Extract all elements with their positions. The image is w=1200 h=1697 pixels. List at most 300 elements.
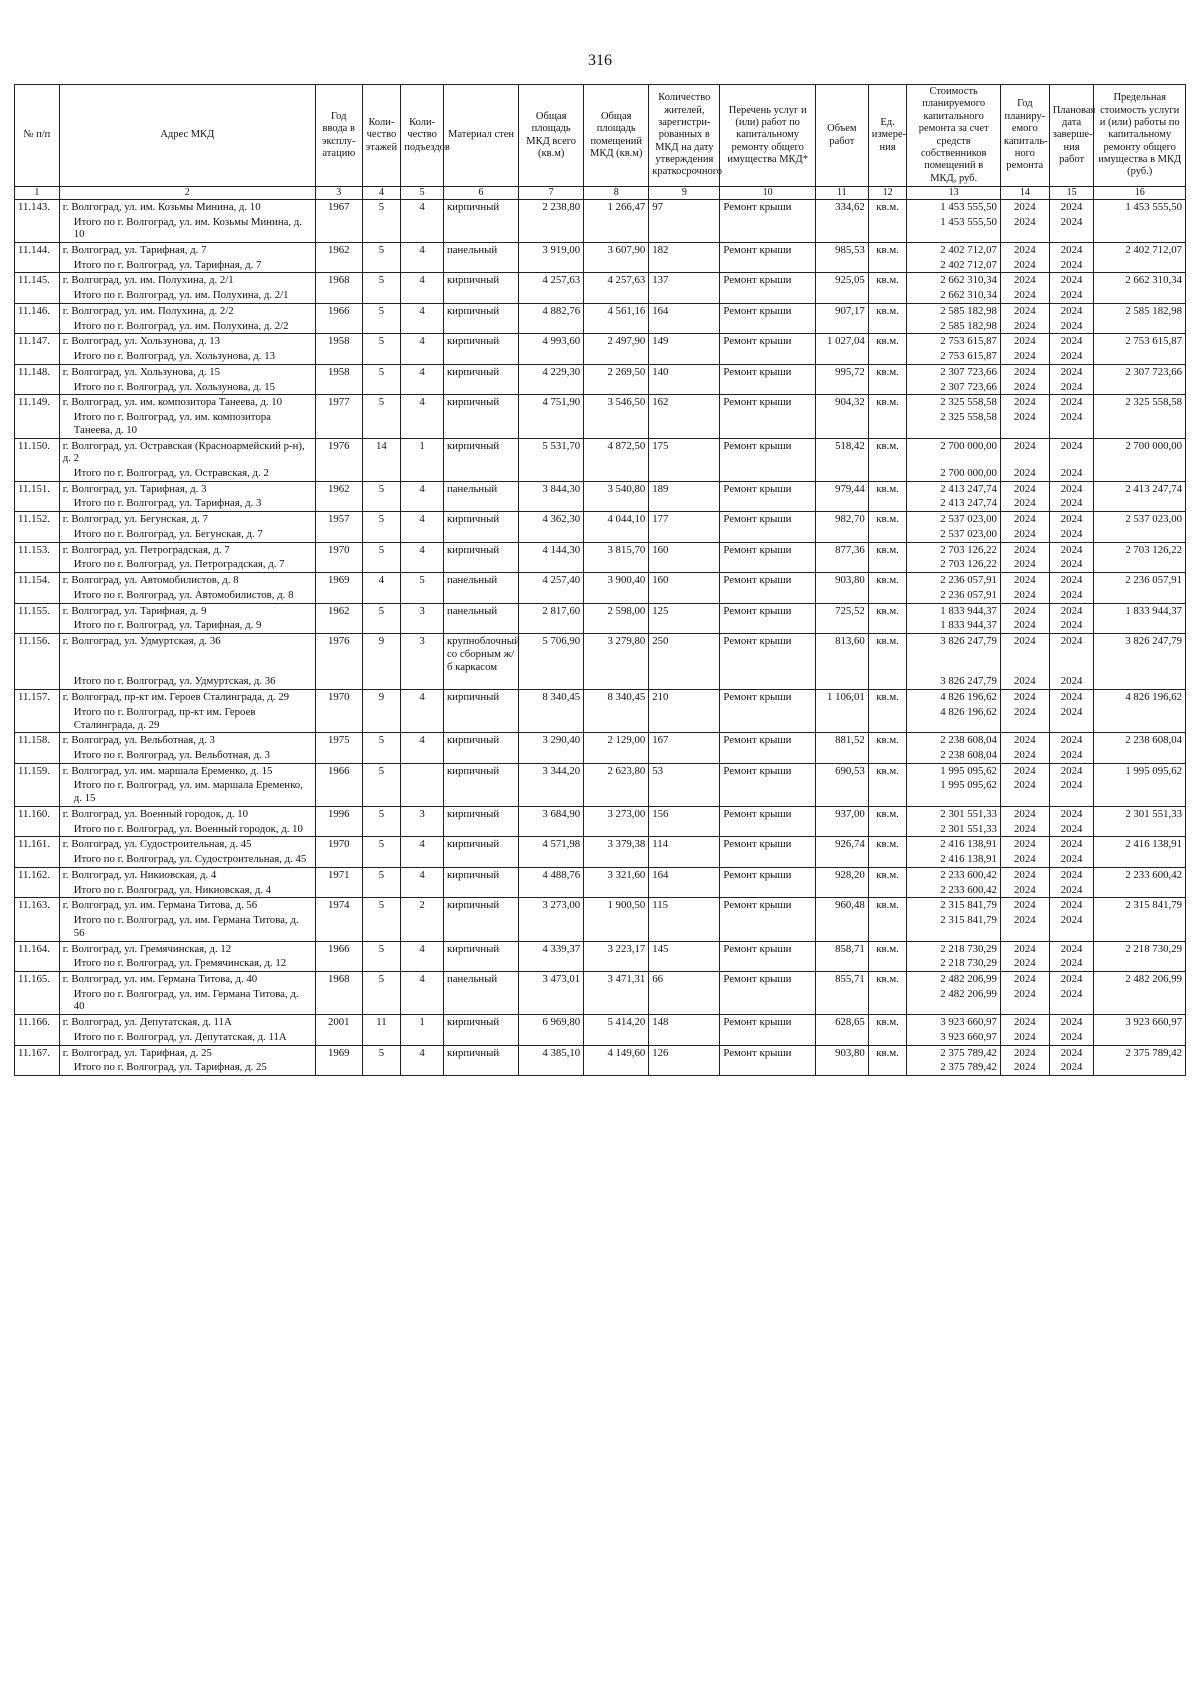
commission-year-cell: 1968: [315, 273, 362, 288]
premises-area-cell: 1 900,50: [584, 898, 649, 913]
repair-cost-cell: 2 482 206,99: [907, 971, 1001, 986]
unit-cell: [868, 380, 907, 395]
total-row: [15, 380, 1186, 395]
column-number: 10: [720, 187, 816, 200]
total-row: [15, 410, 1186, 438]
row-number-cell: 11.159.: [15, 763, 60, 778]
premises-area-cell: [584, 349, 649, 364]
work-volume-cell: [815, 496, 868, 511]
header-cell: Объем работ: [815, 85, 868, 187]
total-area-cell: [519, 258, 584, 273]
entrances-count-cell: 3: [401, 806, 444, 821]
floors-count-cell: [362, 319, 401, 334]
unit-cell: [868, 883, 907, 898]
residents-count-cell: [649, 987, 720, 1015]
work-volume-cell: 877,36: [815, 542, 868, 557]
table-row: [15, 199, 1186, 214]
wall-material-cell: [443, 883, 518, 898]
work-type-cell: Ремонт крыши: [720, 512, 816, 527]
unit-cell: [868, 987, 907, 1015]
address-cell: г. Волгоград, ул. им. Германа Титова, д. 40: [59, 971, 315, 986]
row-number-cell: 11.151.: [15, 481, 60, 496]
table-row: [15, 303, 1186, 318]
completion-year-cell: 2024: [1049, 512, 1094, 527]
wall-material-cell: кирпичный: [443, 512, 518, 527]
floors-count-cell: 5: [362, 395, 401, 410]
row-number-cell: [15, 496, 60, 511]
floors-count-cell: 14: [362, 438, 401, 466]
address-cell: г. Волгоград, ул. им. композитора Танеева, д. 10: [59, 395, 315, 410]
cost-limit-cell: [1094, 618, 1186, 633]
commission-year-cell: 1966: [315, 763, 362, 778]
repair-cost-cell: 2 585 182,98: [907, 303, 1001, 318]
row-number-cell: [15, 557, 60, 572]
repair-cost-cell: 1 995 095,62: [907, 778, 1001, 806]
address-cell: г. Волгоград, ул. им. Полухина, д. 2/1: [59, 273, 315, 288]
cost-limit-cell: [1094, 288, 1186, 303]
wall-material-cell: [443, 852, 518, 867]
commission-year-cell: [315, 778, 362, 806]
header-cell: Ед. измере-ния: [868, 85, 907, 187]
work-volume-cell: [815, 705, 868, 733]
row-number-cell: 11.162.: [15, 867, 60, 882]
unit-cell: кв.м.: [868, 243, 907, 258]
commission-year-cell: 1957: [315, 512, 362, 527]
work-type-cell: Ремонт крыши: [720, 1015, 816, 1030]
work-type-cell: [720, 557, 816, 572]
residents-count-cell: [649, 778, 720, 806]
entrances-count-cell: [401, 778, 444, 806]
row-number-cell: [15, 380, 60, 395]
work-type-cell: [720, 380, 816, 395]
row-number-cell: 11.143.: [15, 199, 60, 214]
header-cell: Общая площадь помещений МКД (кв.м): [584, 85, 649, 187]
planned-year-cell: 2024: [1000, 1060, 1049, 1075]
floors-count-cell: 9: [362, 634, 401, 675]
wall-material-cell: кирпичный: [443, 867, 518, 882]
wall-material-cell: кирпичный: [443, 542, 518, 557]
table-row: [15, 573, 1186, 588]
total-area-cell: 4 229,30: [519, 364, 584, 379]
row-number-cell: [15, 258, 60, 273]
work-volume-cell: 925,05: [815, 273, 868, 288]
table-body: [15, 199, 1186, 1075]
planned-year-cell: 2024: [1000, 852, 1049, 867]
work-volume-cell: 982,70: [815, 512, 868, 527]
row-number-cell: [15, 883, 60, 898]
entrances-count-cell: 4: [401, 837, 444, 852]
address-cell: г. Волгоград, ул. Судостроительная, д. 45: [59, 837, 315, 852]
wall-material-cell: панельный: [443, 971, 518, 986]
premises-area-cell: [584, 987, 649, 1015]
table-row: [15, 806, 1186, 821]
row-number-cell: [15, 410, 60, 438]
address-cell: Итого по г. Волгоград, ул. Тарифная, д. 25: [59, 1060, 315, 1075]
commission-year-cell: 1962: [315, 243, 362, 258]
work-type-cell: Ремонт крыши: [720, 690, 816, 705]
premises-area-cell: 3 607,90: [584, 243, 649, 258]
unit-cell: кв.м.: [868, 364, 907, 379]
address-cell: г. Волгоград, пр-кт им. Героев Сталинграда, д. 29: [59, 690, 315, 705]
row-number-cell: [15, 852, 60, 867]
planned-year-cell: 2024: [1000, 466, 1049, 481]
total-area-cell: 2 238,80: [519, 199, 584, 214]
wall-material-cell: кирпичный: [443, 941, 518, 956]
commission-year-cell: [315, 410, 362, 438]
total-area-cell: 4 144,30: [519, 542, 584, 557]
wall-material-cell: кирпичный: [443, 733, 518, 748]
address-cell: Итого по г. Волгоград, ул. им. Полухина, д. 2/1: [59, 288, 315, 303]
work-type-cell: [720, 883, 816, 898]
unit-cell: [868, 1030, 907, 1045]
work-type-cell: [720, 588, 816, 603]
table-row: [15, 837, 1186, 852]
cost-limit-cell: 2 307 723,66: [1094, 364, 1186, 379]
work-volume-cell: 518,42: [815, 438, 868, 466]
row-number-cell: 11.150.: [15, 438, 60, 466]
unit-cell: кв.м.: [868, 303, 907, 318]
completion-year-cell: 2024: [1049, 852, 1094, 867]
commission-year-cell: 2001: [315, 1015, 362, 1030]
cost-limit-cell: 1 995 095,62: [1094, 763, 1186, 778]
table-row: [15, 273, 1186, 288]
work-type-cell: [720, 319, 816, 334]
floors-count-cell: 5: [362, 199, 401, 214]
unit-cell: [868, 410, 907, 438]
row-number-cell: [15, 956, 60, 971]
cost-limit-cell: [1094, 1030, 1186, 1045]
floors-count-cell: 5: [362, 603, 401, 618]
commission-year-cell: 1969: [315, 1045, 362, 1060]
residents-count-cell: 210: [649, 690, 720, 705]
planned-year-cell: 2024: [1000, 971, 1049, 986]
column-number: 7: [519, 187, 584, 200]
wall-material-cell: кирпичный: [443, 395, 518, 410]
work-volume-cell: 858,71: [815, 941, 868, 956]
wall-material-cell: [443, 527, 518, 542]
address-cell: г. Волгоград, ул. Удмуртская, д. 36: [59, 634, 315, 675]
row-number-cell: 11.148.: [15, 364, 60, 379]
table-row: [15, 364, 1186, 379]
planned-year-cell: 2024: [1000, 898, 1049, 913]
premises-area-cell: [584, 705, 649, 733]
column-number: 1: [15, 187, 60, 200]
entrances-count-cell: [401, 527, 444, 542]
unit-cell: кв.м.: [868, 634, 907, 675]
residents-count-cell: [649, 1030, 720, 1045]
work-type-cell: Ремонт крыши: [720, 573, 816, 588]
commission-year-cell: 1970: [315, 542, 362, 557]
entrances-count-cell: 3: [401, 603, 444, 618]
work-type-cell: Ремонт крыши: [720, 438, 816, 466]
unit-cell: кв.м.: [868, 199, 907, 214]
total-area-cell: 6 969,80: [519, 1015, 584, 1030]
planned-year-cell: 2024: [1000, 778, 1049, 806]
wall-material-cell: кирпичный: [443, 806, 518, 821]
work-volume-cell: [815, 674, 868, 689]
header-cell: Стоимость планируемого капитального ремонта за счет средств собственников помещений в МКД, руб.: [907, 85, 1001, 187]
completion-year-cell: 2024: [1049, 380, 1094, 395]
premises-area-cell: 3 546,50: [584, 395, 649, 410]
work-volume-cell: 725,52: [815, 603, 868, 618]
total-area-cell: [519, 588, 584, 603]
unit-cell: [868, 588, 907, 603]
row-number-cell: 11.156.: [15, 634, 60, 675]
repair-cost-cell: 2 700 000,00: [907, 466, 1001, 481]
total-row: [15, 956, 1186, 971]
header-cell: Количество жителей, зарегистри-рованных в МКД на дату утверждения краткосрочного: [649, 85, 720, 187]
table-row: [15, 243, 1186, 258]
cost-limit-cell: 2 236 057,91: [1094, 573, 1186, 588]
completion-year-cell: 2024: [1049, 364, 1094, 379]
address-cell: Итого по г. Волгоград, ул. Никиовская, д. 4: [59, 883, 315, 898]
unit-cell: [868, 674, 907, 689]
commission-year-cell: 1976: [315, 634, 362, 675]
planned-year-cell: 2024: [1000, 349, 1049, 364]
work-type-cell: [720, 822, 816, 837]
premises-area-cell: [584, 748, 649, 763]
unit-cell: кв.м.: [868, 1015, 907, 1030]
residents-count-cell: [649, 527, 720, 542]
entrances-count-cell: 4: [401, 395, 444, 410]
repair-cost-cell: 2 753 615,87: [907, 349, 1001, 364]
repair-cost-cell: 2 700 000,00: [907, 438, 1001, 466]
address-cell: г. Волгоград, ул. Военный городок, д. 10: [59, 806, 315, 821]
unit-cell: кв.м.: [868, 334, 907, 349]
address-cell: Итого по г. Волгоград, ул. Остравская, д. 2: [59, 466, 315, 481]
cost-limit-cell: 2 482 206,99: [1094, 971, 1186, 986]
column-number: 3: [315, 187, 362, 200]
planned-year-cell: 2024: [1000, 705, 1049, 733]
floors-count-cell: [362, 618, 401, 633]
address-cell: Итого по г. Волгоград, ул. им. Полухина, д. 2/2: [59, 319, 315, 334]
commission-year-cell: 1967: [315, 199, 362, 214]
total-area-cell: [519, 618, 584, 633]
entrances-count-cell: [401, 496, 444, 511]
cost-limit-cell: [1094, 705, 1186, 733]
completion-year-cell: 2024: [1049, 898, 1094, 913]
planned-year-cell: 2024: [1000, 674, 1049, 689]
unit-cell: кв.м.: [868, 481, 907, 496]
planned-year-cell: 2024: [1000, 512, 1049, 527]
wall-material-cell: [443, 319, 518, 334]
repair-cost-cell: 2 233 600,42: [907, 883, 1001, 898]
entrances-count-cell: [401, 288, 444, 303]
row-number-cell: 11.165.: [15, 971, 60, 986]
residents-count-cell: [649, 748, 720, 763]
cost-limit-cell: 2 700 000,00: [1094, 438, 1186, 466]
total-row: [15, 674, 1186, 689]
residents-count-cell: [649, 1060, 720, 1075]
work-volume-cell: 904,32: [815, 395, 868, 410]
cost-limit-cell: [1094, 496, 1186, 511]
planned-year-cell: 2024: [1000, 215, 1049, 243]
total-area-cell: [519, 349, 584, 364]
premises-area-cell: [584, 822, 649, 837]
repair-cost-cell: 2 218 730,29: [907, 941, 1001, 956]
residents-count-cell: 167: [649, 733, 720, 748]
total-row: [15, 913, 1186, 941]
commission-year-cell: [315, 1060, 362, 1075]
entrances-count-cell: 2: [401, 898, 444, 913]
table-row: [15, 395, 1186, 410]
commission-year-cell: [315, 618, 362, 633]
wall-material-cell: кирпичный: [443, 837, 518, 852]
commission-year-cell: [315, 987, 362, 1015]
residents-count-cell: 149: [649, 334, 720, 349]
column-number: 6: [443, 187, 518, 200]
total-area-cell: 4 257,40: [519, 573, 584, 588]
floors-count-cell: 5: [362, 733, 401, 748]
cost-limit-cell: 2 233 600,42: [1094, 867, 1186, 882]
entrances-count-cell: 1: [401, 438, 444, 466]
floors-count-cell: 5: [362, 806, 401, 821]
total-area-cell: [519, 466, 584, 481]
planned-year-cell: 2024: [1000, 603, 1049, 618]
row-number-cell: [15, 215, 60, 243]
cost-limit-cell: 1 453 555,50: [1094, 199, 1186, 214]
floors-count-cell: 5: [362, 303, 401, 318]
cost-limit-cell: [1094, 319, 1186, 334]
entrances-count-cell: 5: [401, 573, 444, 588]
unit-cell: кв.м.: [868, 1045, 907, 1060]
repair-cost-cell: 2 301 551,33: [907, 822, 1001, 837]
planned-year-cell: 2024: [1000, 822, 1049, 837]
premises-area-cell: 3 379,38: [584, 837, 649, 852]
work-type-cell: [720, 215, 816, 243]
column-number: 8: [584, 187, 649, 200]
wall-material-cell: [443, 496, 518, 511]
residents-count-cell: [649, 913, 720, 941]
work-volume-cell: 903,80: [815, 1045, 868, 1060]
cost-limit-cell: 2 585 182,98: [1094, 303, 1186, 318]
premises-area-cell: [584, 258, 649, 273]
planned-year-cell: 2024: [1000, 527, 1049, 542]
row-number-cell: 11.154.: [15, 573, 60, 588]
premises-area-cell: 4 561,16: [584, 303, 649, 318]
total-area-cell: [519, 1060, 584, 1075]
planned-year-cell: 2024: [1000, 319, 1049, 334]
address-cell: Итого по г. Волгоград, ул. Тарифная, д. 7: [59, 258, 315, 273]
premises-area-cell: 3 540,80: [584, 481, 649, 496]
work-volume-cell: 855,71: [815, 971, 868, 986]
entrances-count-cell: 4: [401, 971, 444, 986]
residents-count-cell: 137: [649, 273, 720, 288]
completion-year-cell: 2024: [1049, 705, 1094, 733]
residents-count-cell: 175: [649, 438, 720, 466]
repair-cost-cell: 2 315 841,79: [907, 898, 1001, 913]
unit-cell: [868, 913, 907, 941]
work-volume-cell: [815, 557, 868, 572]
completion-year-cell: 2024: [1049, 542, 1094, 557]
cost-limit-cell: [1094, 349, 1186, 364]
total-area-cell: [519, 987, 584, 1015]
work-volume-cell: [815, 822, 868, 837]
floors-count-cell: 5: [362, 364, 401, 379]
address-cell: г. Волгоград, ул. Хользунова, д. 15: [59, 364, 315, 379]
address-cell: г. Волгоград, ул. Бегунская, д. 7: [59, 512, 315, 527]
planned-year-cell: 2024: [1000, 303, 1049, 318]
commission-year-cell: [315, 1030, 362, 1045]
cost-limit-cell: 2 218 730,29: [1094, 941, 1186, 956]
floors-count-cell: 5: [362, 1045, 401, 1060]
floors-count-cell: 5: [362, 334, 401, 349]
floors-count-cell: 5: [362, 481, 401, 496]
wall-material-cell: кирпичный: [443, 1045, 518, 1060]
completion-year-cell: 2024: [1049, 618, 1094, 633]
wall-material-cell: кирпичный: [443, 1015, 518, 1030]
cost-limit-cell: 3 826 247,79: [1094, 634, 1186, 675]
wall-material-cell: кирпичный: [443, 334, 518, 349]
address-cell: г. Волгоград, ул. Остравская (Красноармейский р-н), д. 2: [59, 438, 315, 466]
row-number-cell: [15, 822, 60, 837]
cost-limit-cell: [1094, 883, 1186, 898]
planned-year-cell: 2024: [1000, 618, 1049, 633]
residents-count-cell: 140: [649, 364, 720, 379]
address-cell: г. Волгоград, ул. Тарифная, д. 25: [59, 1045, 315, 1060]
premises-area-cell: 8 340,45: [584, 690, 649, 705]
repair-cost-cell: 2 402 712,07: [907, 258, 1001, 273]
cost-limit-cell: [1094, 258, 1186, 273]
total-area-cell: 2 817,60: [519, 603, 584, 618]
wall-material-cell: панельный: [443, 573, 518, 588]
address-cell: г. Волгоград, ул. им. Козьмы Минина, д. 10: [59, 199, 315, 214]
repair-cost-cell: 1 995 095,62: [907, 763, 1001, 778]
table-row: [15, 542, 1186, 557]
floors-count-cell: [362, 588, 401, 603]
address-cell: г. Волгоград, ул. Петроградская, д. 7: [59, 542, 315, 557]
unit-cell: [868, 748, 907, 763]
completion-year-cell: 2024: [1049, 690, 1094, 705]
work-volume-cell: 979,44: [815, 481, 868, 496]
repair-cost-cell: 2 236 057,91: [907, 588, 1001, 603]
row-number-cell: 11.157.: [15, 690, 60, 705]
unit-cell: кв.м.: [868, 763, 907, 778]
address-cell: Итого по г. Волгоград, ул. им. Козьмы Минина, д. 10: [59, 215, 315, 243]
work-type-cell: [720, 913, 816, 941]
completion-year-cell: 2024: [1049, 763, 1094, 778]
total-area-cell: [519, 852, 584, 867]
address-cell: Итого по г. Волгоград, ул. Автомобилистов, д. 8: [59, 588, 315, 603]
unit-cell: кв.м.: [868, 438, 907, 466]
wall-material-cell: кирпичный: [443, 364, 518, 379]
planned-year-cell: 2024: [1000, 987, 1049, 1015]
residents-count-cell: [649, 618, 720, 633]
address-cell: Итого по г. Волгоград, ул. Гремячинская, д. 12: [59, 956, 315, 971]
planned-year-cell: 2024: [1000, 883, 1049, 898]
residents-count-cell: 189: [649, 481, 720, 496]
floors-count-cell: [362, 956, 401, 971]
address-cell: Итого по г. Волгоград, ул. Хользунова, д. 13: [59, 349, 315, 364]
total-area-cell: 4 362,30: [519, 512, 584, 527]
residents-count-cell: [649, 349, 720, 364]
completion-year-cell: 2024: [1049, 243, 1094, 258]
column-number: 4: [362, 187, 401, 200]
cost-limit-cell: 1 833 944,37: [1094, 603, 1186, 618]
work-type-cell: Ремонт крыши: [720, 481, 816, 496]
commission-year-cell: 1962: [315, 481, 362, 496]
total-row: [15, 466, 1186, 481]
row-number-cell: 11.163.: [15, 898, 60, 913]
unit-cell: [868, 215, 907, 243]
cost-limit-cell: [1094, 380, 1186, 395]
unit-cell: кв.м.: [868, 837, 907, 852]
total-area-cell: 4 571,98: [519, 837, 584, 852]
entrances-count-cell: [401, 674, 444, 689]
commission-year-cell: [315, 822, 362, 837]
total-area-cell: 5 706,90: [519, 634, 584, 675]
floors-count-cell: [362, 258, 401, 273]
